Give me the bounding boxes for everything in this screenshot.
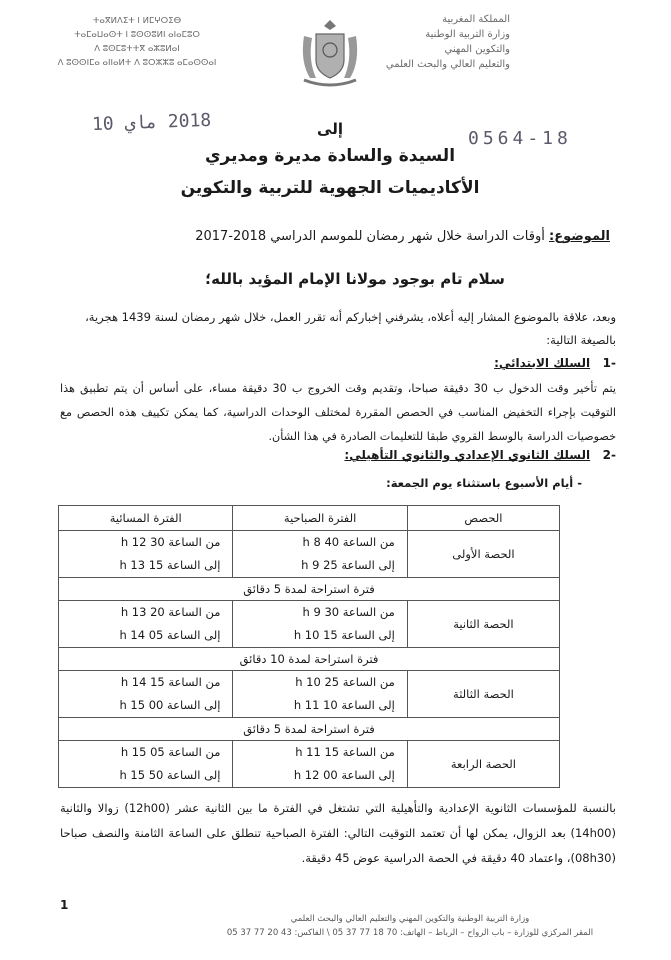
table-header-row bbox=[59, 506, 560, 531]
letterhead-arabic bbox=[380, 12, 510, 72]
arabic-line: والتعليم العالي والبحث العلمي bbox=[385, 59, 510, 70]
evening-times bbox=[59, 671, 233, 718]
subject-line bbox=[160, 229, 610, 244]
time-to: إلى الساعة 50 h 15 bbox=[119, 768, 221, 782]
footer-ministry: وزارة التربية الوطنية والتكوين المهني والتعليم العالي والبحث العلمي bbox=[290, 914, 530, 924]
greeting: سلام تام بوجود مولانا الإمام المؤيد بالله؛ bbox=[205, 270, 505, 288]
weekdays-label: - أيام الأسبوع باستثناء يوم الجمعة: bbox=[386, 476, 582, 490]
page-number: 1 bbox=[60, 898, 69, 912]
evening-times bbox=[59, 741, 233, 788]
schedule-table bbox=[58, 505, 560, 788]
arabic-line: وزارة التربية الوطنية bbox=[425, 29, 510, 40]
handwritten-date: 2018 ماي 10 bbox=[91, 109, 212, 136]
time-from: من الساعة 30 h 12 bbox=[120, 535, 221, 549]
time-from: من الساعة 15 h 11 bbox=[295, 745, 395, 759]
morning-times bbox=[233, 531, 407, 578]
intro-paragraph: وبعد، علاقة بالموضوع المشار إليه أعلاه، يشرفني إخباركم أنه تقرر العمل، خلال شهر رمضان لسنة 1439 هجرية، بالصيغة التالية: bbox=[85, 310, 616, 347]
arabic-line: المملكة المغربية bbox=[442, 14, 510, 25]
table-row bbox=[59, 531, 560, 578]
header-evening: الفترة المسائية bbox=[59, 506, 233, 531]
session-name: الحصة الرابعة bbox=[407, 741, 559, 788]
addressee-line-1: السيدة والسادة مديرة ومديري bbox=[204, 146, 456, 166]
time-from: من الساعة 25 h 10 bbox=[295, 675, 395, 689]
time-to: إلى الساعة 10 h 11 bbox=[293, 698, 395, 712]
footer bbox=[200, 912, 620, 940]
tifinagh-line: ⴷ ⵓⵙⵎⵓⵜⵜⴳ ⴰⵣⵓⵍⴰⵏ bbox=[94, 44, 180, 54]
time-to: إلى الساعة 05 h 14 bbox=[119, 628, 221, 642]
header-sessions: الحصص bbox=[407, 506, 559, 531]
table-row bbox=[59, 601, 560, 648]
evening-times bbox=[59, 531, 233, 578]
section-1-text: يتم تأخير وقت الدخول ب 30 دقيقة صباحا، وتقديم وقت الخروج ب 30 دقيقة مساء، على أساس أن يتم تطبيق هذا التوقيت بإجراء التخفيض المناسب في الحصص المقررة لمختلف الوحدات الدراسية، كما يمكن تكييف هذه الحصص مع خصوصيات الدراسة بالوسط القروي طبقا للتعليمات الصادرة في هذا الشأن. bbox=[60, 382, 617, 443]
table-row bbox=[59, 671, 560, 718]
letterhead-tifinagh bbox=[22, 14, 252, 70]
morning-times bbox=[233, 671, 407, 718]
footer-contact: المقر المركزي للوزارة – باب الرواح – الرباط – الهاتف: 70 18 77 37 05 \ الفاكس: 43 20 77 37 05 bbox=[226, 928, 594, 938]
section-1-title: السلك الابتدائي: bbox=[494, 356, 591, 370]
time-from: من الساعة 05 h 15 bbox=[120, 745, 221, 759]
time-to: إلى الساعة 15 h 13 bbox=[119, 558, 221, 572]
section-2-heading bbox=[300, 448, 616, 462]
reference-number: 0564-18 bbox=[468, 128, 572, 149]
section-1-heading bbox=[400, 356, 616, 370]
time-from: من الساعة 30 h 9 bbox=[302, 605, 395, 619]
section-1-number: -1 bbox=[602, 356, 616, 370]
session-name: الحصة الثالثة bbox=[407, 671, 559, 718]
break-row bbox=[59, 578, 560, 601]
break-row bbox=[59, 718, 560, 741]
session-name: الحصة الأولى bbox=[407, 531, 559, 578]
morning-times bbox=[233, 601, 407, 648]
table-row bbox=[59, 741, 560, 788]
time-to: إلى الساعة 15 h 10 bbox=[293, 628, 395, 642]
subject-text: أوقات الدراسة خلال شهر رمضان للموسم الدراسي 2018-2017 bbox=[195, 229, 545, 244]
time-to: إلى الساعة 25 h 9 bbox=[301, 558, 395, 572]
morning-times bbox=[233, 741, 407, 788]
addressee-to: إلى bbox=[317, 120, 343, 138]
section-2-number: -2 bbox=[602, 448, 616, 462]
coat-of-arms-icon bbox=[296, 16, 364, 88]
header-morning: الفترة الصباحية bbox=[233, 506, 407, 531]
tifinagh-line: ⵜⴰⴳⵍⴷⵉⵜ ⵏ ⵍⵎⵖⵔⵉⴱ bbox=[92, 16, 182, 26]
session-name: الحصة الثانية bbox=[407, 601, 559, 648]
tifinagh-line: ⴷ ⵓⵙⵙⵏⵎⴰ ⴰⵏⵏⴰⵍⵜ ⴷ ⵓⵔⵣⵣⵓ ⴰⵎⴰⵙⵙⴰⵏ bbox=[57, 58, 217, 68]
tifinagh-line: ⵜⴰⵎⴰⵡⴰⵙⵜ ⵏ ⵓⵙⵙⵓⵍⵏ ⴰⵏⴰⵎⵓⵔ bbox=[74, 30, 200, 40]
addressee-line-2: الأكاديميات الجهوية للتربية والتكوين bbox=[180, 178, 480, 198]
break-label: فترة استراحة لمدة 5 دقائق bbox=[59, 578, 560, 601]
arabic-line: والتكوين المهني bbox=[444, 44, 510, 55]
break-label: فترة استراحة لمدة 5 دقائق bbox=[59, 718, 560, 741]
closing-paragraph: بالنسبة للمؤسسات الثانوية الإعدادية والتأهيلية التي تشتغل في الفترة ما بين الثانية عشر (12h00) زوالا والثانية (14h00) بعد الزوال، يمكن لها أن تعتمد التوقيت التالي: الفترة الصباحية تنطلق على الساعة الثامنة والنصف صباحا (08h30)، واعتماد 40 دقيقة في الحصة الدراسية عوض 45 دقيقة. bbox=[60, 801, 616, 865]
time-from: من الساعة 40 h 8 bbox=[302, 535, 395, 549]
time-from: من الساعة 20 h 13 bbox=[120, 605, 221, 619]
evening-times bbox=[59, 601, 233, 648]
break-row bbox=[59, 648, 560, 671]
subject-label: الموضوع: bbox=[549, 229, 610, 244]
time-to: إلى الساعة 00 h 15 bbox=[119, 698, 221, 712]
break-label: فترة استراحة لمدة 10 دقائق bbox=[59, 648, 560, 671]
section-2-title: السلك الثانوي الإعدادي والثانوي التأهيلي: bbox=[344, 448, 591, 462]
time-to: إلى الساعة 00 h 12 bbox=[293, 768, 395, 782]
time-from: من الساعة 15 h 14 bbox=[120, 675, 221, 689]
